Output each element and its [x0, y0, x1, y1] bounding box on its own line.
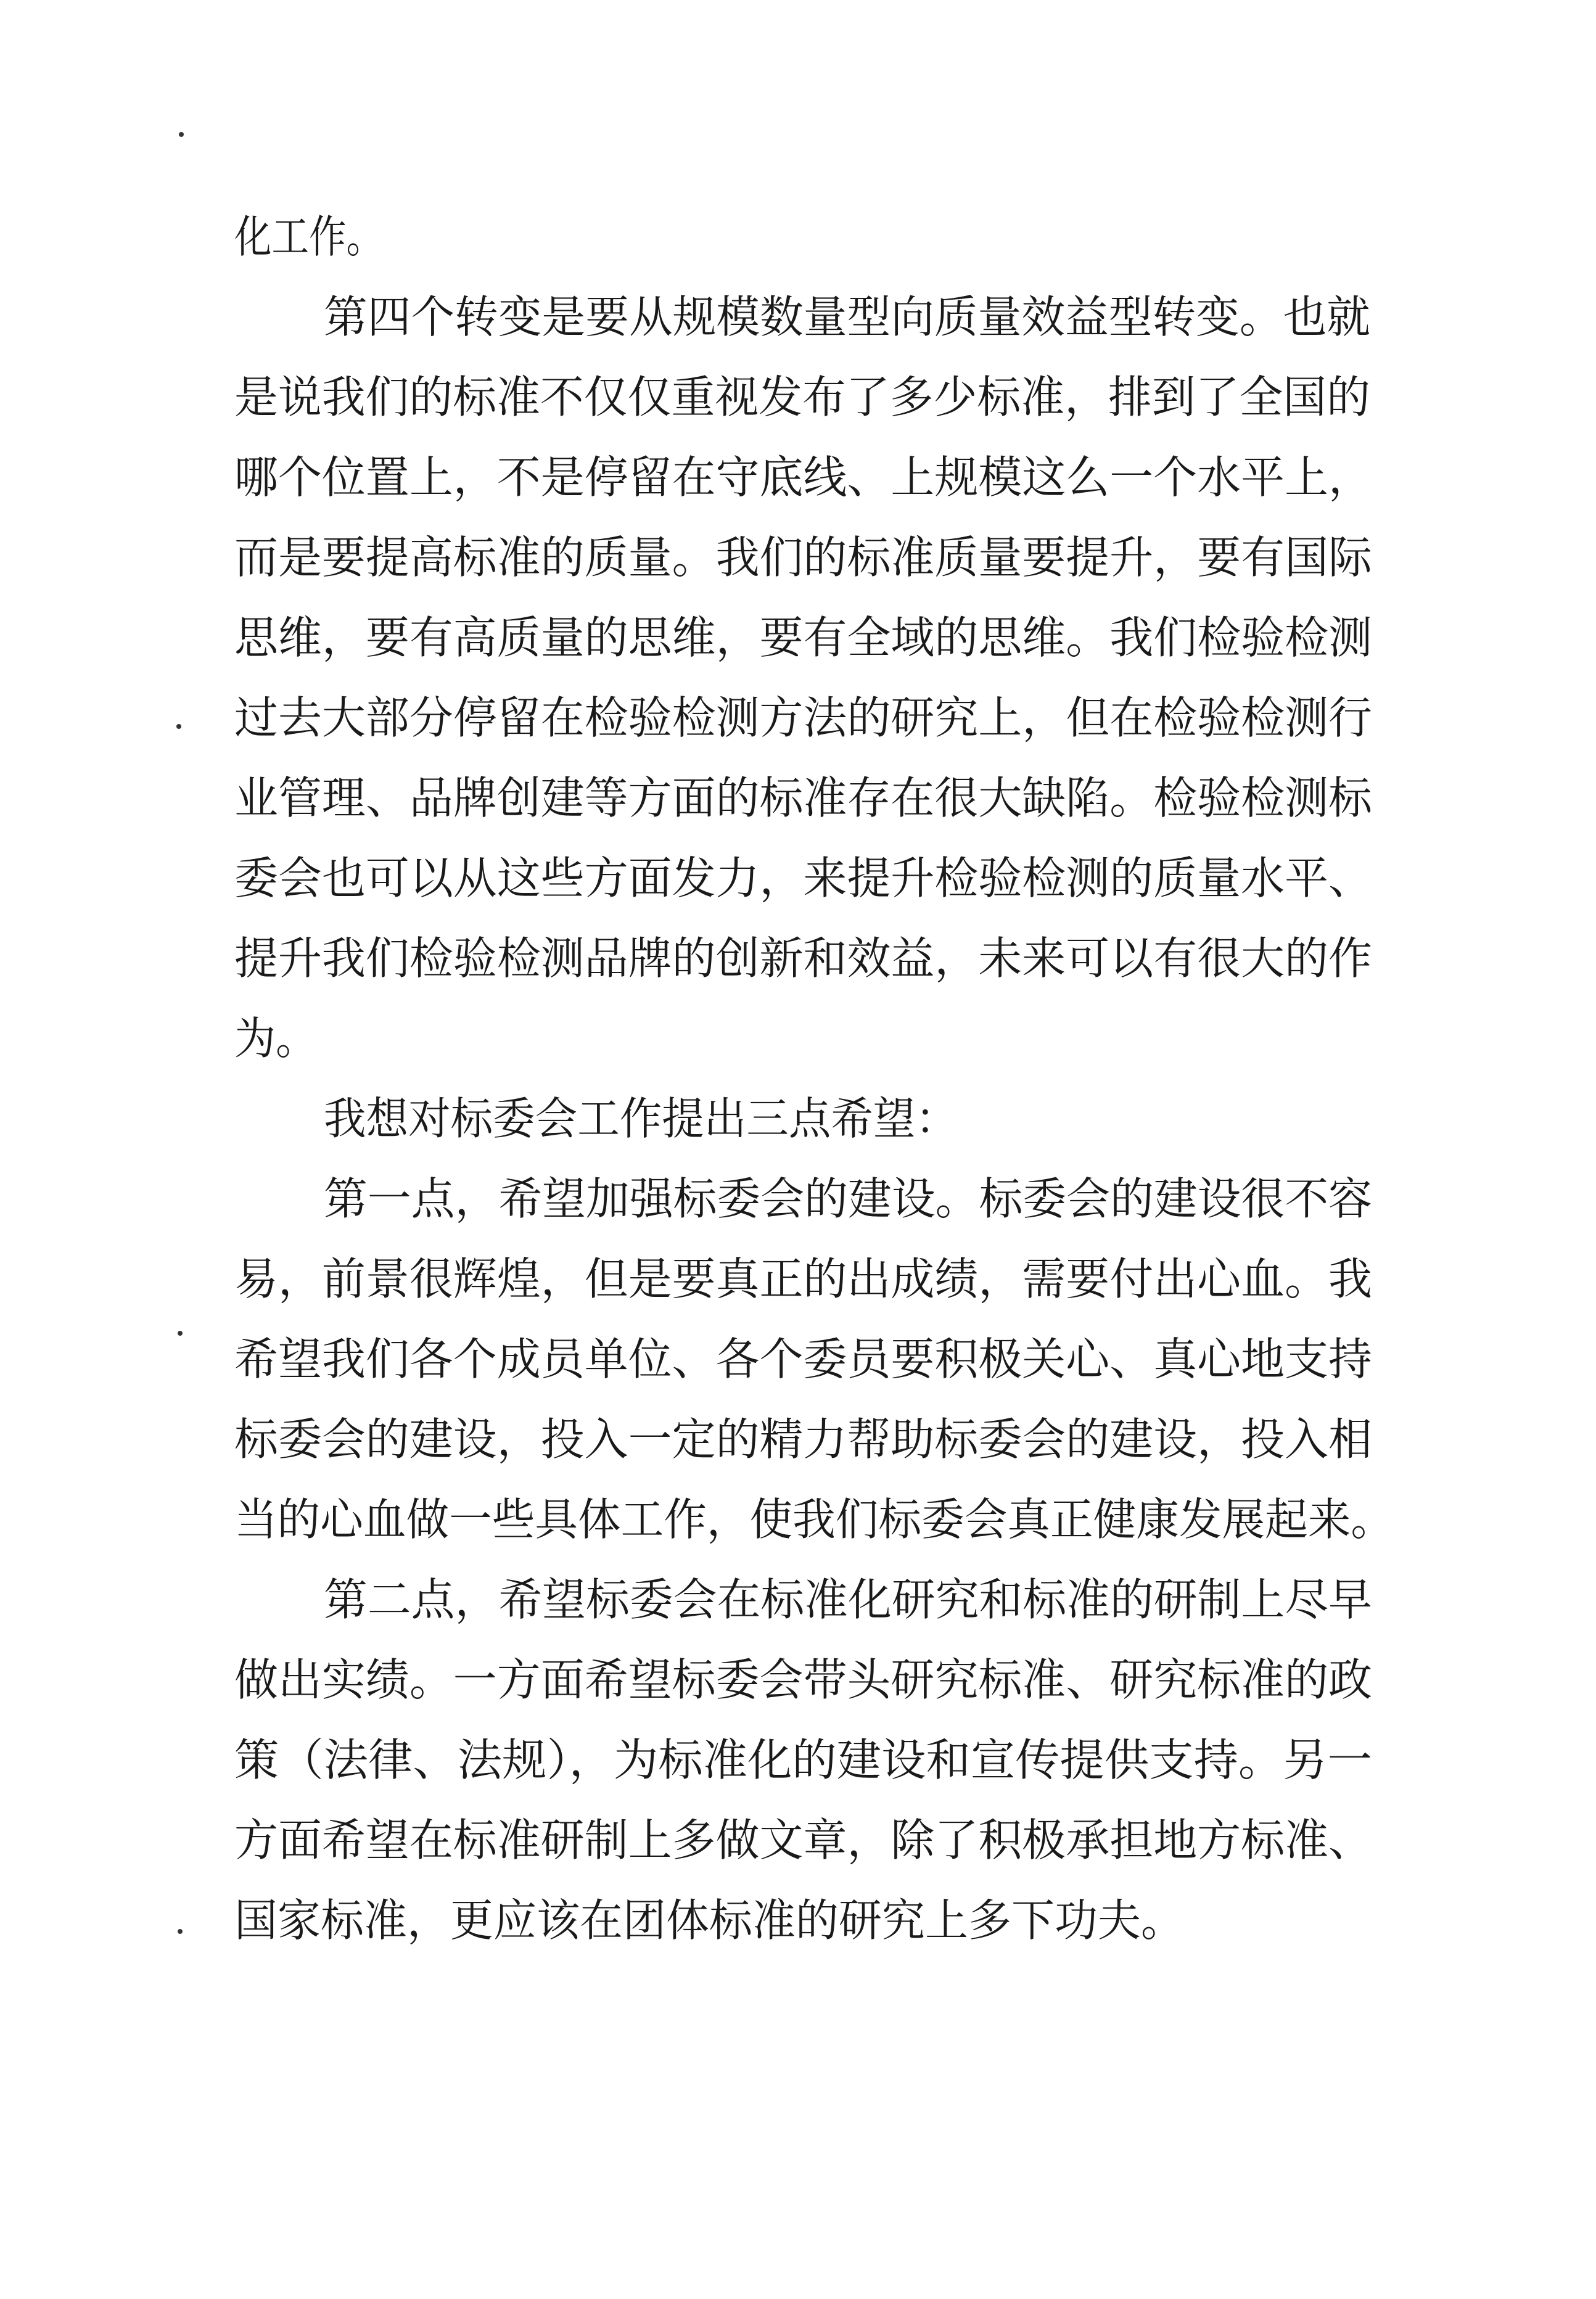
- text-line: 当的心血做一些具体工作，使我们标委会真正健康发展起来。: [234, 1494, 1394, 1545]
- text-line: 哪个位置上，不是停留在守底线、上规模这么一个水平上，: [234, 451, 1373, 503]
- text-line: 提升我们检验检测品牌的创新和效益，未来可以有很大的作: [234, 932, 1373, 984]
- text-line: 委会也可以从这些方面发力，来提升检验检测的质量水平、: [234, 852, 1373, 904]
- text-line: 过去大部分停留在检验检测方法的研究上，但在检验检测行: [234, 692, 1373, 744]
- paragraph-first-line: 第二点，希望标委会在标准化研究和标准的研制上尽早: [324, 1574, 1373, 1626]
- paragraph-first-line: 我想对标委会工作提出三点希望：: [324, 1093, 958, 1145]
- text-line: 是说我们的标准不仅仅重视发布了多少标准，排到了全国的: [234, 371, 1371, 423]
- text-line: 易，前景很辉煌，但是要真正的出成绩，需要付出心血。我: [234, 1253, 1373, 1305]
- text-line: 而是要提高标准的质量。我们的标准质量要提升，要有国际: [234, 532, 1373, 583]
- paragraph-first-line: 第四个转变是要从规模数量型向质量效益型转变。也就: [324, 291, 1371, 343]
- scan-speck: [176, 724, 181, 729]
- text-line: 思维，要有高质量的思维，要有全域的思维。我们检验检测: [234, 612, 1373, 664]
- paragraph-first-line: 第一点，希望加强标委会的建设。标委会的建设很不容: [324, 1173, 1373, 1225]
- scan-speck: [178, 1929, 183, 1934]
- scan-speck: [178, 1331, 183, 1336]
- text-line: 国家标准，更应该在团体标准的研究上多下功夫。: [234, 1894, 1185, 1946]
- text-line: 业管理、品牌创建等方面的标准存在很大缺陷。检验检测标: [234, 772, 1373, 824]
- scan-speck: [179, 132, 184, 137]
- text-line: 标委会的建设，投入一定的精力帮助标委会的建设，投入相: [234, 1413, 1373, 1465]
- text-line: 化工作。: [234, 211, 384, 263]
- text-line: 策（法律、法规），为标准化的建设和宣传提供支持。另一: [234, 1734, 1373, 1786]
- text-line: 方面希望在标准研制上多做文章，除了积极承担地方标准、: [234, 1814, 1373, 1866]
- text-line: 做出实绩。一方面希望标委会带头研究标准、研究标准的政: [234, 1654, 1373, 1706]
- text-line: 希望我们各个成员单位、各个委员要积极关心、真心地支持: [234, 1333, 1373, 1385]
- text-line: 为。: [234, 1013, 318, 1064]
